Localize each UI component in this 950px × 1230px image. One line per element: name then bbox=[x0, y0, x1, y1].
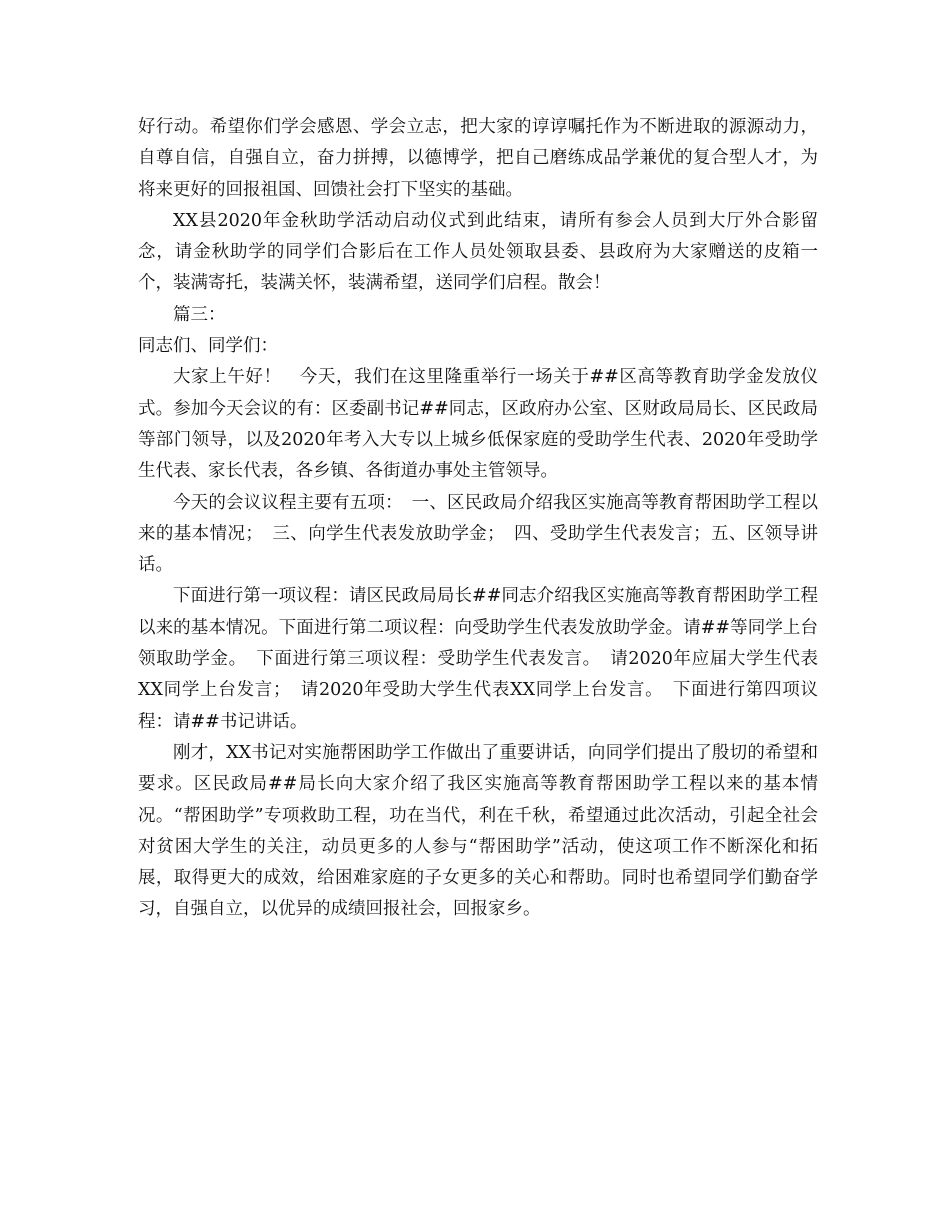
paragraph-conclusion: 刚才，XX书记对实施帮困助学工作做出了重要讲话，向同学们提出了殷切的希望和要求。区民政局##局长向大家介绍了我区实施高等教育帮困助学工程以来的基本情况。“帮困助学”专项救助工程，功在当代，利在千秋，希望通过此次活动，引起全社会对贫困大学生的关注，动员更多的人参与“帮困助学”活动，使这项工作不断深化和拓展，取得更大的成效，给困难家庭的子女更多的关心和帮助。同时也希望同学们勤奋学习，自强自立，以优异的成绩回报社会，回报家乡。 bbox=[138, 742, 818, 920]
paragraph-proceedings: 下面进行第一项议程：请区民政局局长##同志介绍我区实施高等教育帮困助学工程以来的基本情况。下面进行第二项议程：向受助学生代表发放助学金。请##等同学上台领取助学金。 下面进行第三项议程：受助学生代表发言。 请2020年应届大学生代表XX同学上台发言； 请2020年受助大学生代表XX同学上台发言。 下面进行第四项议程：请##书记讲话。 bbox=[138, 586, 818, 732]
paragraph-continuation: 好行动。希望你们学会感恩、学会立志，把大家的谆谆嘱托作为不断进取的源源动力，自尊自信，自强自立，奋力拼搏，以德博学，把自己磨练成品学兼优的复合型人才，为将来更好的回报祖国、回馈社会打下坚实的基础。 bbox=[138, 117, 818, 200]
paragraph-closing-announcement: XX县2020年金秋助学活动启动仪式到此结束，请所有参会人员到大厅外合影留念，请金秋助学的同学们合影后在工作人员处领取县委、县政府为大家赠送的皮箱一个，装满寄托，装满关怀，装满希望，送同学们启程。散会！ bbox=[138, 210, 818, 294]
paragraph-agenda: 今天的会议议程主要有五项： 一、区民政局介绍我区实施高等教育帮困助学工程以来的基本情况； 三、向学生代表发放助学金； 四、受助学生代表发言；五、区领导讲话。 bbox=[138, 492, 818, 576]
paragraph-opening: 大家上午好！ 今天，我们在这里隆重举行一场关于##区高等教育助学金发放仪式。参加今天会议的有：区委副书记##同志，区政府办公室、区财政局局长、区民政局等部门领导，以及2020年考入大专以上城乡低保家庭的受助学生代表、2020年受助学生代表、家长代表，各乡镇、各街道办事处主管领导。 bbox=[138, 367, 818, 482]
document-body bbox=[138, 112, 818, 926]
section-heading: 篇三： bbox=[173, 304, 226, 325]
salutation: 同志们、同学们： bbox=[138, 336, 278, 357]
